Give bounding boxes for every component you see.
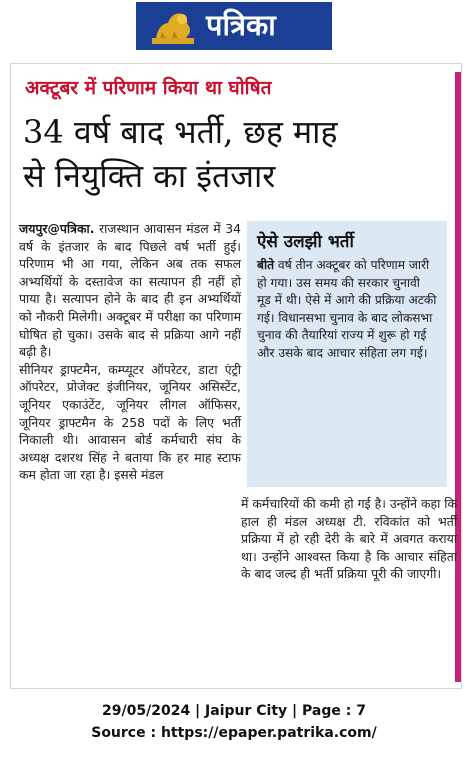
article-kicker: अक्टूबर में परिणाम किया था घोषित: [25, 77, 272, 99]
headline-line-2: से नियुक्ति का इंतजार: [23, 157, 276, 195]
article-column-2: में कर्मचारियों की कमी हो गई है। उन्होंने कहा कि हाल ही मंडल अध्यक्ष टी. रविकांत को भर्ती प्रक्रिया में हो रही देरी के बारे में अवगत कराया था। उन्होंने आश्वस्त किया है कि आचार संहिता के बाद जल्द ही भर्ती प्रक्रिया पूरी की जाएगी।: [241, 496, 457, 582]
box-text: वर्ष तीन अक्टूबर को परिणाम जारी हो गया। उस समय की सरकार चुनावी मूड में थी। ऐसे में आगे की प्रक्रिया अटकी गई। विधानसभा चुनाव के बाद लोकसभा चुनाव की तैयारियां राज्य में शुरू हो गई और उसके बाद आचार संहिता लग गई।: [257, 258, 437, 360]
source-footer: [0, 700, 468, 744]
article-headline: [23, 110, 443, 198]
article-paragraph: [19, 220, 241, 361]
footer-source-line: Source : https://epaper.patrika.com/: [91, 725, 377, 741]
news-clipping: [10, 63, 462, 689]
article-column-1: [19, 220, 241, 484]
lion-emblem-icon: [150, 6, 196, 46]
headline-line-1: 34 वर्ष बाद भर्ती, छह माह: [23, 113, 338, 151]
box-title: ऐसे उलझी भर्ती: [257, 232, 354, 252]
article-paragraph-2: सीनियर ड्राफ्टमैन, कम्प्यूटर ऑपरेटर, डाटा एंट्री ऑपरेटर, प्रोजेक्ट इंजीनियर, जूनियर असिस्टेंट, जूनियर एकाउंटेंट, जूनियर लीगल ऑफिसर, जूनियर ड्राफ्टमैन के 258 पदों के लिए भर्ती निकाली थी। आवासन बोर्ड कर्मचारी संघ के अध्यक्ष दशरथ सिंह ने बताया कि हर माह स्टाफ कम होता जा रहा है। इससे मंडल: [19, 361, 241, 483]
sidebar-box: [247, 221, 447, 487]
accent-bar: [455, 72, 461, 682]
box-body: [257, 257, 437, 362]
dateline: जयपुर@पत्रिका.: [19, 221, 95, 236]
box-lead-word: बीते: [257, 258, 275, 272]
masthead-title: पत्रिका: [206, 8, 276, 42]
masthead: [136, 2, 332, 50]
paragraph-text: राजस्थान आवासन मंडल में 34 वर्ष के इंतजार के बाद पिछले वर्ष भर्ती हुई। परिणाम भी आ गया, लेकिन अब तक सफल अभ्यर्थियों के दस्तावेज का सत्यापन ही नहीं हो पाया है। सत्यापन होने के बाद ही इन अभ्यर्थियों को नौकरी मिलेगी। अक्टूबर में परीक्षा का परिणाम घोषित हो चुका। उसके बाद से प्रक्रिया आगे नहीं बढ़ी है।: [19, 221, 241, 360]
footer-date-line: 29/05/2024 | Jaipur City | Page : 7: [102, 703, 366, 719]
